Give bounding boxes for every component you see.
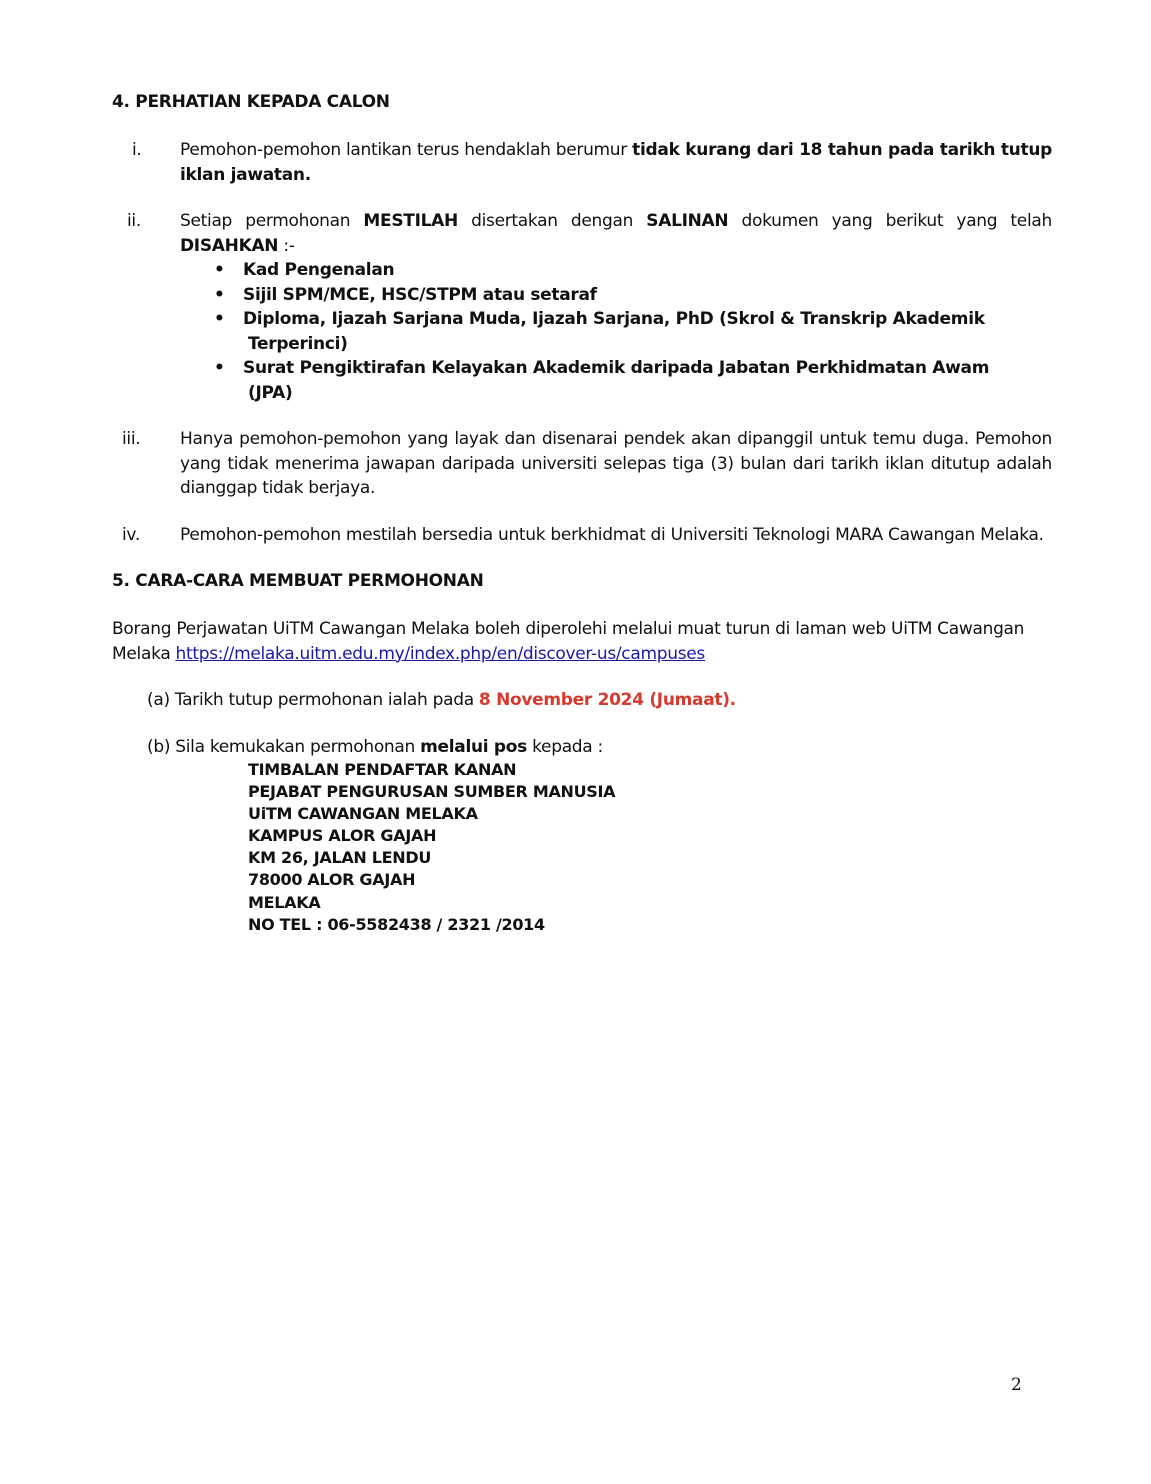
item-intro	[180, 209, 1052, 258]
closing-date-line	[147, 688, 1052, 713]
document-text-cont: Terperinci)	[248, 333, 348, 354]
document-item	[180, 307, 1052, 356]
address-line: TIMBALAN PENDAFTAR KANAN	[248, 760, 517, 779]
document-item	[180, 258, 1052, 283]
address-line: MELAKA	[248, 892, 321, 912]
item-numeral: iii.	[122, 429, 141, 449]
bullet-icon: •	[214, 358, 225, 378]
text-part: Setiap permohonan	[180, 211, 364, 231]
item-text-bold: tidak kurang dari 18 tahun pada tarikh tutup iklan jawatan.	[180, 140, 1052, 185]
required-documents-list	[180, 258, 1052, 405]
item-text-plain: Pemohon-pemohon lantikan terus hendaklah berumur	[180, 140, 633, 160]
document-item	[180, 356, 1052, 405]
submission-text: kepada :	[527, 736, 603, 757]
item-text: Hanya pemohon-pemohon yang layak dan disenarai pendek akan dipanggil untuk temu duga. Pemohon yang tidak menerima jawapan daripada universiti selepas tiga (3) bulan dari tarikh iklan ditutup adalah dianggap tidak berjaya.	[180, 429, 1052, 498]
closing-date-value: 8 November 2024 (Jumaat).	[478, 690, 736, 710]
text-part-bold: MESTILAH	[363, 211, 458, 231]
document-text: Sijil SPM/MCE, HSC/STPM atau setaraf	[243, 284, 597, 305]
address-line: PEJABAT PENGURUSAN SUMBER MANUSIA	[248, 782, 616, 802]
text-part: dokumen yang berikut yang telah	[728, 211, 1052, 231]
document-text: Diploma, Ijazah Sarjana Muda, Ijazah Sarjana, PhD (Skrol & Transkrip Akademik	[243, 309, 985, 329]
text-part: :-	[278, 235, 295, 256]
closing-date-label: (a) Tarikh tutup permohonan ialah pada	[147, 690, 479, 710]
item-numeral: i.	[132, 140, 142, 160]
document-text: Surat Pengiktirafan Kelayakan Akademik daripada Jabatan Perkhidmatan Awam	[243, 358, 990, 378]
application-form-paragraph	[112, 617, 1052, 666]
address-line: UiTM CAWANGAN MELAKA	[248, 804, 478, 824]
list-item-iii	[112, 427, 1052, 501]
page-number: 2	[1011, 1375, 1022, 1395]
document-text: Kad Pengenalan	[243, 260, 395, 280]
campus-website-link[interactable]: https://melaka.uitm.edu.my/index.php/en/discover-us/campuses	[175, 643, 705, 664]
address-line: 78000 ALOR GAJAH	[248, 870, 416, 890]
address-line: KM 26, JALAN LENDU	[248, 848, 432, 868]
document-text-cont: (JPA)	[248, 382, 293, 403]
mailing-address	[248, 759, 1052, 936]
text-part: disertakan dengan	[457, 211, 647, 231]
submission-line	[147, 735, 1052, 760]
list-item-i	[112, 138, 1052, 187]
item-numeral: iv.	[122, 524, 140, 545]
item-numeral: ii.	[127, 211, 141, 231]
text-part-bold: SALINAN	[646, 211, 729, 231]
item-text: Pemohon-pemohon mestilah bersedia untuk berkhidmat di Universiti Teknologi MARA Cawangan Melaka.	[180, 524, 1044, 545]
item-text	[180, 138, 1052, 187]
bullet-icon: •	[214, 309, 225, 329]
paragraph-text: Borang Perjawatan UiTM Cawangan Melaka boleh diperolehi melalui muat turun di laman web UiTM Cawangan Melaka	[112, 619, 1025, 664]
submission-text: (b) Sila kemukakan permohonan	[147, 736, 421, 757]
bullet-icon: •	[214, 260, 225, 280]
list-item-ii	[112, 209, 1052, 405]
section-4-heading: 4. PERHATIAN KEPADA CALON	[112, 92, 390, 112]
document-item	[180, 283, 1052, 308]
address-line: KAMPUS ALOR GAJAH	[248, 826, 437, 846]
phone-line: NO TEL : 06-5582438 / 2321 /2014	[248, 914, 545, 934]
section-5-heading: 5. CARA-CARA MEMBUAT PERMOHONAN	[112, 571, 484, 591]
list-item-iv	[112, 523, 1052, 548]
bullet-icon: •	[214, 284, 225, 305]
text-part-bold: DISAHKAN	[180, 235, 279, 256]
submission-method: melalui pos	[420, 736, 527, 757]
item-text	[180, 209, 1052, 405]
